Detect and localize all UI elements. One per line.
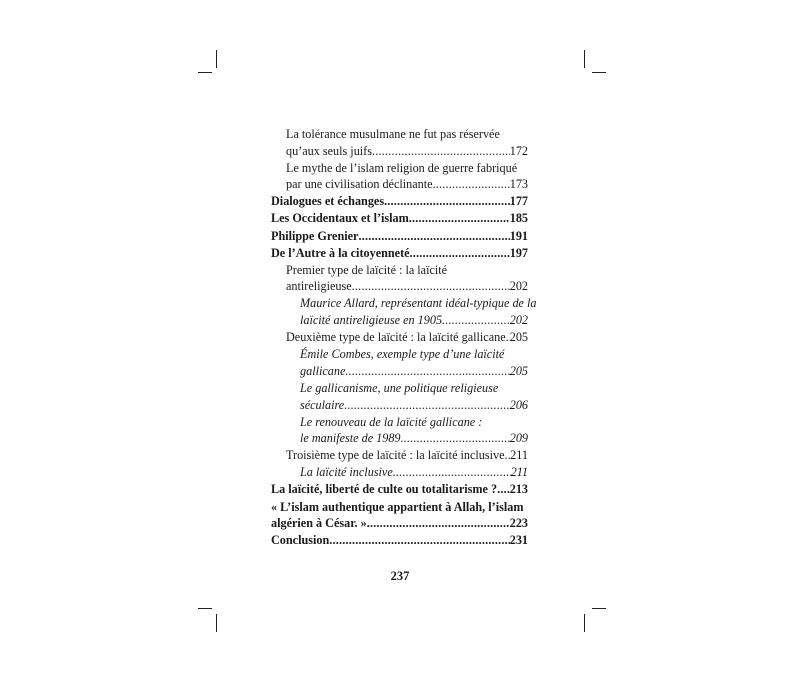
crop-mark-bottom-right-h: [592, 608, 606, 609]
toc-page-number: 177: [509, 194, 528, 209]
dot-leader: [352, 278, 510, 295]
toc-entry: [271, 295, 537, 328]
toc-entry-title: Conclusion: [271, 533, 330, 548]
toc-entry: [271, 262, 528, 295]
toc-entry-line: [271, 210, 528, 227]
toc-page-number: 191: [509, 228, 528, 243]
toc-page-number: 211: [510, 448, 528, 463]
toc-entry-title: Les Occidentaux et l’islam: [271, 211, 409, 226]
toc-entry-title: De l’Autre à la citoyenneté: [271, 245, 410, 260]
toc-entry-title: Troisième type de laïcité : la laïcité inclusive: [286, 448, 505, 463]
toc-entry: [271, 481, 528, 498]
toc-entry-title: qu’aux seuls juifs: [286, 143, 372, 158]
toc-page-number: 223: [509, 516, 528, 531]
toc-page-number: 202: [509, 279, 528, 294]
toc-page-number: 231: [509, 533, 528, 548]
toc-page-number: 205: [509, 363, 528, 378]
toc-entry-line: [286, 143, 528, 160]
toc-entry: [271, 126, 528, 159]
toc-entry-title: antireligieuse: [286, 279, 352, 294]
toc-entry-title: gallicane: [300, 363, 346, 378]
toc-page-number: 173: [509, 177, 528, 192]
toc-page-number: 185: [509, 211, 528, 226]
page-number: 237: [390, 569, 410, 583]
dot-leader: [442, 312, 510, 329]
toc-page-number: 202: [509, 313, 528, 328]
toc-entry-title: Philippe Grenier: [271, 228, 359, 243]
toc-page-number: 211: [510, 465, 528, 480]
toc-entry-line: [286, 176, 528, 193]
crop-mark-top-right-v: [584, 50, 585, 68]
toc-entry: [271, 380, 528, 413]
table-of-contents: [271, 126, 537, 549]
toc-entry-title-line: Émile Combes, exemple type d’une laïcité: [300, 347, 505, 362]
toc-entry: [271, 193, 528, 210]
toc-entry-line: [300, 430, 528, 447]
toc-entry: [271, 210, 528, 227]
toc-entry-line: [271, 481, 528, 498]
toc-entry-title: séculaire: [300, 397, 345, 412]
toc-entry: [271, 346, 528, 379]
toc-page-number: 213: [509, 482, 528, 497]
toc-entry-title-line: Le renouveau de la laïcité gallicane :: [300, 414, 483, 429]
crop-mark-top-left-h: [198, 72, 212, 73]
toc-entry-title: algérien à César. »: [271, 516, 367, 531]
toc-entry-line: [300, 363, 528, 380]
toc-entry-line: [300, 312, 528, 329]
toc-entry-line: [286, 278, 528, 295]
dot-leader: [410, 245, 510, 262]
dot-leader: [358, 228, 509, 245]
toc-entry-title-line: « L’islam authentique appartient à Allah, l’islam: [271, 499, 524, 514]
toc-entry: [271, 499, 528, 532]
crop-mark-bottom-right-v: [584, 614, 585, 632]
toc-entry-line: [271, 245, 528, 262]
toc-entry-line: [271, 515, 528, 532]
toc-entry-title: Dialogues et échanges: [271, 194, 385, 209]
toc-page-number: 206: [509, 397, 528, 412]
toc-entry-title: La laïcité inclusive: [300, 465, 393, 480]
toc-entry-line: [271, 193, 528, 210]
crop-mark-top-right-h: [592, 72, 606, 73]
toc-page-number: 205: [509, 330, 528, 345]
toc-entry-line: [300, 397, 528, 414]
dot-leader: [401, 430, 510, 447]
toc-entry-title-line: La tolérance musulmane ne fut pas réservée: [286, 127, 500, 141]
dot-leader: [344, 397, 509, 414]
toc-entry-title: La laïcité, liberté de culte ou totalitarisme ?: [271, 482, 498, 497]
dot-leader: [384, 193, 510, 210]
toc-entry-line: [286, 329, 528, 346]
toc-entry: [271, 329, 528, 346]
toc-entry-line: [271, 532, 528, 549]
toc-entry: [271, 447, 528, 464]
toc-entry: [271, 464, 528, 481]
toc-entry: [271, 160, 528, 193]
toc-entry: [271, 245, 528, 262]
toc-entry-line: [271, 228, 528, 245]
toc-entry-title: le manifeste de 1989: [300, 431, 401, 446]
toc-page-number: 172: [509, 143, 528, 158]
toc-entry-title-line: Le gallicanisme, une politique religieuse: [300, 380, 499, 395]
toc-entry-title: par une civilisation déclinante: [286, 177, 433, 192]
dot-leader: [329, 532, 509, 549]
crop-mark-bottom-left-v: [216, 614, 217, 632]
toc-entry-line: [300, 464, 528, 481]
toc-entry: [271, 532, 528, 549]
crop-mark-bottom-left-h: [198, 608, 212, 609]
toc-entry-title: Deuxième type de laïcité : la laïcité gallicane: [286, 330, 506, 345]
dot-leader: [367, 515, 510, 532]
dot-leader: [497, 481, 510, 498]
dot-leader: [433, 176, 510, 193]
toc-entry: [271, 228, 528, 245]
dot-leader: [409, 210, 510, 227]
toc-entry-title: laïcité antireligieuse en 1905: [300, 313, 443, 328]
toc-entry: [271, 414, 528, 447]
dot-leader: [372, 143, 510, 160]
dot-leader: [345, 363, 509, 380]
toc-entry-title-line: Le mythe de l’islam religion de guerre fabriqué: [286, 160, 518, 175]
toc-entry-line: [286, 447, 528, 464]
dot-leader: [393, 464, 511, 481]
toc-entry-title-line: Maurice Allard, représentant idéal-typique de la: [300, 296, 537, 311]
toc-entry-title-line: Premier type de laïcité : la laïcité: [286, 262, 448, 277]
toc-page-number: 209: [509, 431, 528, 446]
toc-page-number: 197: [509, 245, 528, 260]
crop-mark-top-left-v: [216, 50, 217, 68]
